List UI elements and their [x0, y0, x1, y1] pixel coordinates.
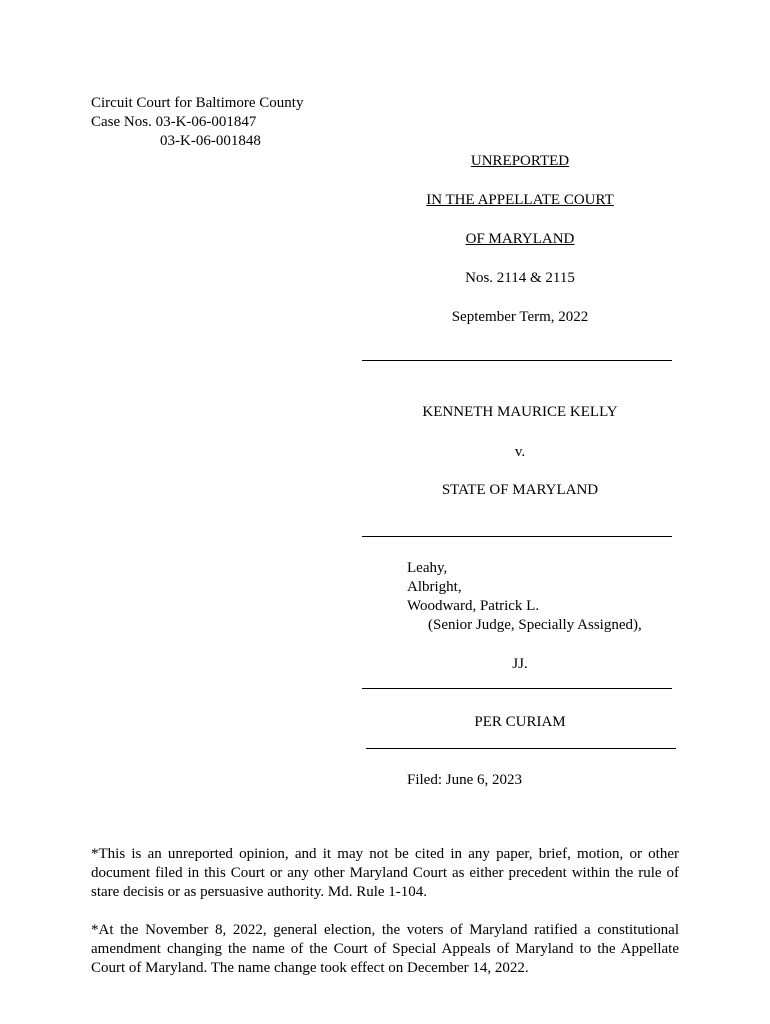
- case-numbers-line: Case Nos. 03-K-06-001847: [91, 114, 257, 130]
- unreported-label: UNREPORTED: [470, 153, 570, 169]
- versus-label: v.: [514, 444, 526, 460]
- court-name-line-1: IN THE APPELLATE COURT: [426, 192, 614, 208]
- judge-woodward: Woodward, Patrick L.: [407, 598, 540, 614]
- filed-date: Filed: June 6, 2023: [407, 772, 522, 788]
- judge-leahy: Leahy,: [407, 560, 448, 576]
- divider-rule-1: [362, 360, 672, 361]
- judge-woodward-note: (Senior Judge, Specially Assigned),: [428, 617, 642, 633]
- appellee-name: STATE OF MARYLAND: [441, 482, 599, 498]
- footnote-unreported: *This is an unreported opinion, and it may not be cited in any paper, brief, motion, or other document filed in this Court or any other Maryland Court as either precedent within the rule of stare decisis or as persuasive authority. Md. Rule 1-104.: [91, 846, 679, 900]
- judge-albright: Albright,: [407, 579, 462, 595]
- per-curiam: PER CURIAM: [474, 714, 566, 730]
- circuit-court-line: Circuit Court for Baltimore County: [91, 95, 304, 111]
- term: September Term, 2022: [451, 309, 589, 325]
- case-numbers-line-2: 03-K-06-001848: [160, 133, 261, 149]
- case-nos: Nos. 2114 & 2115: [465, 270, 575, 286]
- jj-label: JJ.: [512, 656, 528, 672]
- divider-rule-2: [362, 536, 672, 537]
- court-name-line-2: OF MARYLAND: [465, 231, 575, 247]
- divider-rule-3: [362, 688, 672, 689]
- appellant-name: KENNETH MAURICE KELLY: [422, 404, 618, 420]
- divider-rule-4: [366, 748, 676, 749]
- footnote-name-change: *At the November 8, 2022, general election, the voters of Maryland ratified a constitutional amendment changing the name of the Court of Special Appeals of Maryland to the Appellate Court of Maryland. The name change took effect on December 14, 2022.: [91, 922, 679, 976]
